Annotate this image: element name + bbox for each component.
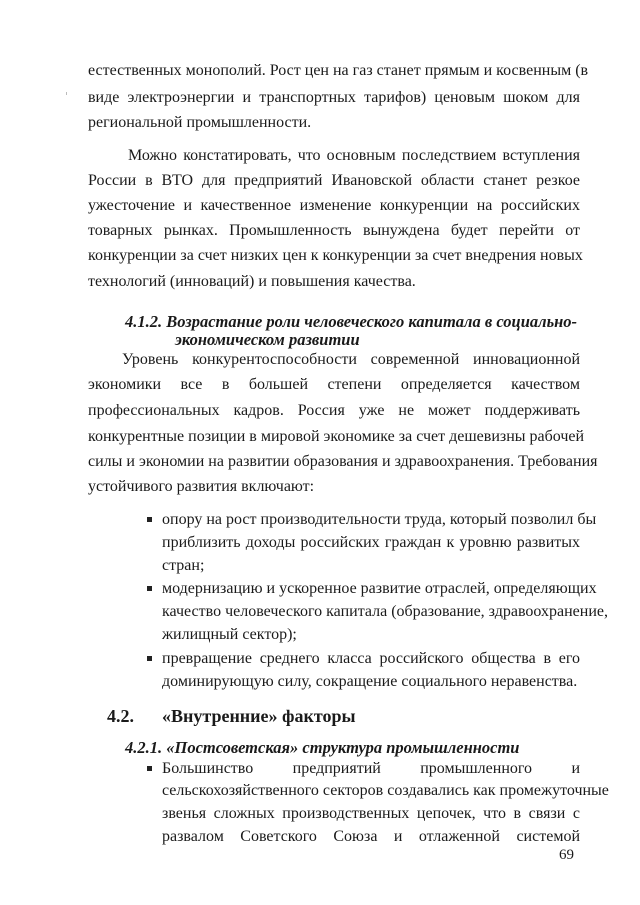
bullet-icon: [147, 656, 152, 661]
section-heading: 4.2.1. «Постсоветская» структура промышленности: [125, 738, 520, 757]
bullet-icon: [147, 517, 152, 522]
list-item-line: опору на рост производительности труда, который позволил бы: [162, 511, 597, 528]
list-item-line: сельскохозяйственного секторов создавались как промежуточные: [162, 782, 609, 799]
bullet-icon: [147, 766, 152, 771]
text-line: Уровень конкурентоспособности современной инновационной: [122, 351, 580, 368]
text-line: профессиональных кадров. Россия уже не может поддерживать: [88, 402, 580, 419]
text-line: региональной промышленности.: [88, 114, 312, 131]
list-item-line: модернизацию и ускоренное развитие отраслей, определяющих: [162, 580, 597, 597]
text-line: технологий (инноваций) и повышения качества.: [88, 273, 416, 290]
list-item-line: звенья сложных производственных цепочек, что в связи с: [162, 805, 580, 822]
text-line: виде электроэнергии и транспортных тарифов) ценовым шоком для: [88, 89, 580, 106]
text-line: России в ВТО для предприятий Ивановской области станет резкое: [88, 172, 580, 189]
list-item-line: доминирующую силу, сокращение социального неравенства.: [162, 673, 578, 690]
section-title: «Внутренние» факторы: [162, 706, 356, 726]
section-number: 4.2.: [107, 706, 134, 726]
list-item-line: превращение среднего класса российского общества в его: [162, 650, 580, 667]
list-item-line: Большинство предприятий промышленного и: [162, 760, 580, 777]
list-item-line: развалом Советского Союза и отлаженной системой: [162, 828, 580, 845]
scan-speck: [66, 92, 67, 95]
text-line: устойчивого развития включают:: [88, 478, 315, 495]
text-line: ужесточение и качественное изменение конкуренции на российских: [88, 197, 580, 214]
text-line: Можно констатировать, что основным последствием вступления: [128, 147, 580, 164]
text-line: силы и экономии на развитии образования и здравоохранения. Требования: [88, 453, 598, 470]
text-line: естественных монополий. Рост цен на газ станет прямым и косвенным (в: [88, 62, 589, 79]
bullet-icon: [147, 586, 152, 591]
section-heading-cont: экономическом развитии: [175, 330, 360, 349]
list-item-line: приблизить доходы российских граждан к уровню развитых: [162, 534, 580, 551]
list-item-line: качество человеческого капитала (образование, здравоохранение,: [162, 603, 608, 620]
text-line: экономики все в большей степени определяется качеством: [88, 376, 580, 393]
section-heading: 4.1.2. Возрастание роли человеческого капитала в социально-: [125, 312, 578, 331]
list-item-line: стран;: [162, 557, 205, 574]
text-line: конкуренции за счет низких цен к конкуренции за счет внедрения новых: [88, 247, 583, 264]
page-number: 69: [559, 847, 574, 863]
list-item-line: жилищный сектор);: [162, 626, 297, 643]
text-line: товарных рынках. Промышленность вынуждена будет перейти от: [88, 222, 580, 239]
text-line: конкурентные позиции в мировой экономике за счет дешевизны рабочей: [88, 428, 585, 445]
